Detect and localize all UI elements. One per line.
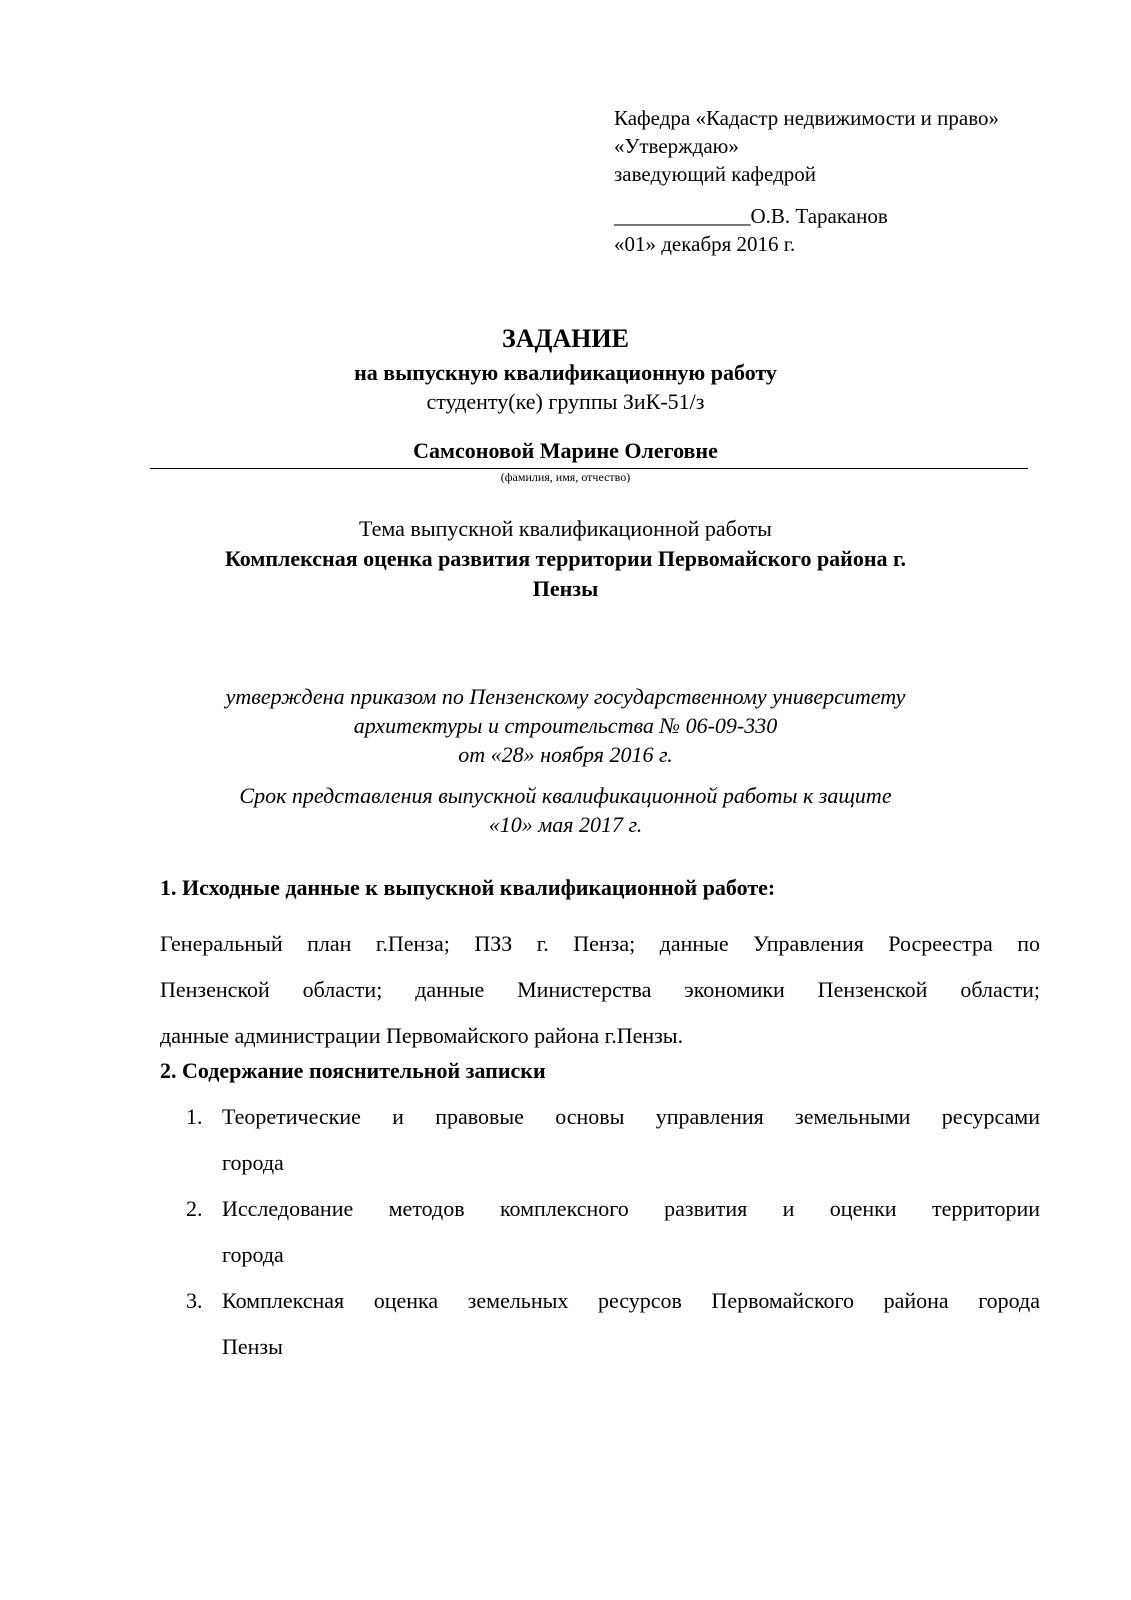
section1-line: Пензенской области; данные Министерства экономики Пензенской области; xyxy=(160,977,1040,1002)
list-item-text: города xyxy=(222,1150,284,1175)
list-item-text: Пензы xyxy=(222,1334,283,1359)
approval-block xyxy=(614,104,999,258)
document-title: ЗАДАНИЕ xyxy=(502,324,629,353)
order-line: от «28» ноября 2016 г. xyxy=(458,742,673,767)
order-line: утверждена приказом по Пензенскому государственному университету xyxy=(225,684,906,709)
order-line: архитектуры и строительства № 06-09-330 xyxy=(353,713,778,738)
list-item-number: 2. xyxy=(186,1196,203,1221)
deadline-line: Срок представления выпускной квалификационной работы к защите xyxy=(239,783,892,808)
list-item-number: 3. xyxy=(186,1288,203,1313)
list-item-text: Комплексная оценка земельных ресурсов Первомайского района города xyxy=(222,1288,1040,1313)
name-underline xyxy=(150,468,1028,469)
list-item-number: 1. xyxy=(186,1104,203,1129)
head-of-department: заведующий кафедрой xyxy=(614,162,817,186)
topic-title xyxy=(0,544,1131,604)
signature-line: _____________О.В. Тараканов xyxy=(614,204,888,228)
list-item-text: Теоретические и правовые основы управления земельными ресурсами xyxy=(222,1104,1040,1129)
section1-text xyxy=(160,921,1040,1059)
contents-list xyxy=(160,1094,1040,1370)
list-item xyxy=(160,1186,1040,1278)
topic-label: Тема выпускной квалификационной работы xyxy=(359,516,772,541)
section1-line: Генеральный план г.Пенза; ПЗЗ г. Пенза; данные Управления Росреестра по xyxy=(160,931,1040,956)
document-subtitle: на выпускную квалификационную работу xyxy=(354,360,777,385)
list-item xyxy=(160,1278,1040,1370)
list-item-text: города xyxy=(222,1242,284,1267)
name-caption: (фамилия, имя, отчество) xyxy=(500,470,631,484)
deadline-statement xyxy=(0,781,1131,839)
section1-heading: 1. Исходные данные к выпускной квалификационной работе: xyxy=(160,875,776,900)
section2-heading: 2. Содержание пояснительной записки xyxy=(160,1058,546,1083)
department-name: Кафедра «Кадастр недвижимости и право» xyxy=(614,106,1000,130)
topic-title-line: Комплексная оценка развития территории Первомайского района г. xyxy=(224,546,907,571)
list-item-text: Исследование методов комплексного развития и оценки территории xyxy=(222,1196,1040,1221)
topic-title-line: Пензы xyxy=(532,576,599,601)
list-item xyxy=(160,1094,1040,1186)
deadline-line: «10» мая 2017 г. xyxy=(488,812,643,837)
approval-date: «01» декабря 2016 г. xyxy=(614,232,796,256)
student-name: Самсоновой Марине Олеговне xyxy=(413,438,718,463)
approve-label: «Утверждаю» xyxy=(614,134,739,158)
order-statement xyxy=(0,682,1131,769)
student-group: студенту(ке) группы ЗиК-51/з xyxy=(426,389,705,414)
section1-line: данные администрации Первомайского района г.Пензы. xyxy=(160,1023,684,1048)
